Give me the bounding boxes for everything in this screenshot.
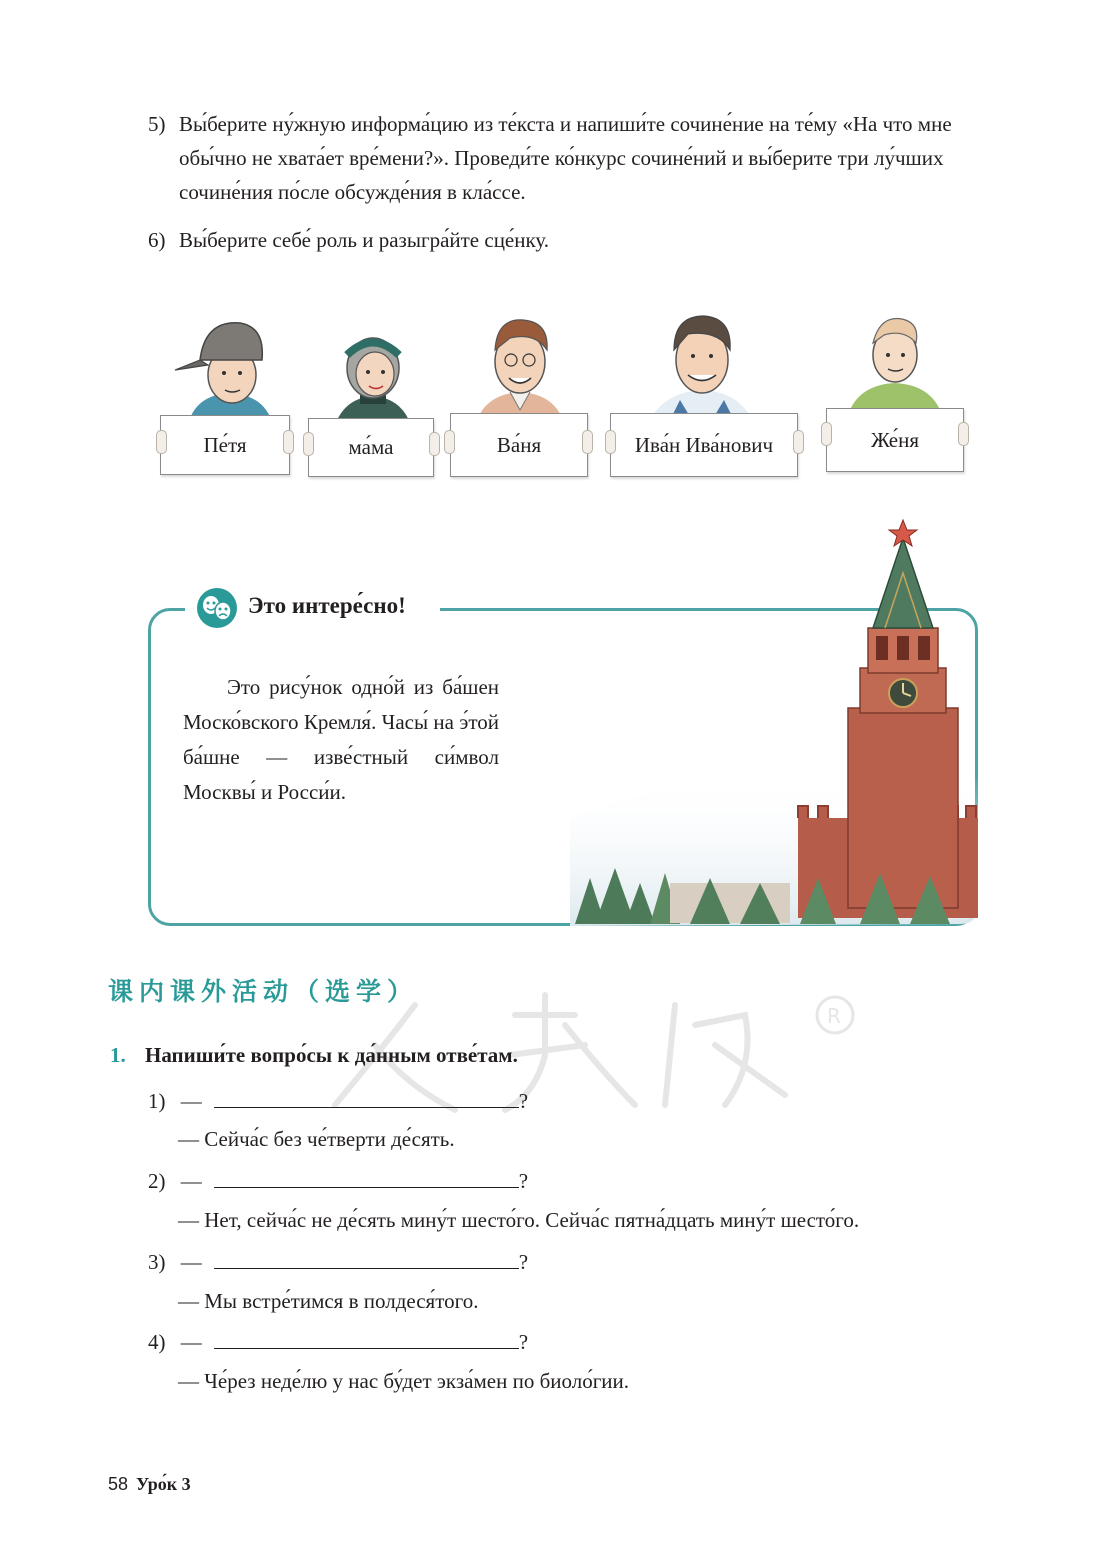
page-footer: [108, 1474, 191, 1495]
hand: [958, 422, 969, 446]
section-title: 课内课外活动（选学）: [108, 977, 419, 1006]
exercise-number: 1.: [110, 1043, 126, 1067]
answer-blank[interactable]: [214, 1250, 519, 1269]
name-sign: [610, 413, 798, 477]
name-sign: [160, 415, 290, 475]
hand: [605, 430, 616, 454]
ivan-ivanovich-figure: [640, 310, 760, 420]
svg-text:R: R: [827, 1004, 841, 1028]
question-mark: ?: [518, 1089, 529, 1113]
answer-text: — Сейча́с без че́тверти де́сять.: [178, 1127, 455, 1151]
hand: [444, 430, 455, 454]
task-6: [148, 223, 978, 259]
character-name: Ива́н Ива́нович: [634, 432, 774, 457]
answer-blank[interactable]: [214, 1169, 519, 1188]
item-number: 3): [148, 1250, 166, 1274]
dash: —: [180, 1330, 202, 1354]
answer-text: — Нет, сейча́с не де́сять мину́т шесто́го. Сейча́с пятна́дцать мину́т шесто́го.: [178, 1208, 860, 1232]
task-number: 5): [148, 112, 166, 136]
question-mark: ?: [518, 1330, 529, 1354]
question-line: [148, 1089, 528, 1114]
hand: [821, 422, 832, 446]
lesson-label: Уро́к 3: [136, 1474, 191, 1494]
exercise-title: Напиши́те вопро́сы к да́нным отве́там.: [145, 1043, 518, 1067]
info-box-text: Это рису́нок одно́й из ба́шен Моско́вского Кремля́. Часы́ на э́той ба́шне — изве́стный си́мвол Москвы́ и Росси́и.: [183, 675, 499, 804]
characters-illustration: [150, 310, 970, 480]
item-number: 2): [148, 1169, 166, 1193]
hand: [429, 432, 440, 456]
petya-figure: [170, 315, 290, 425]
mama-figure: [315, 320, 425, 425]
name-sign: [450, 413, 588, 477]
answer-blank[interactable]: [214, 1330, 519, 1349]
hand: [793, 430, 804, 454]
info-box-body: [183, 670, 499, 810]
mask-icon: [195, 586, 239, 630]
question-line: [148, 1330, 528, 1355]
page-number: 58: [108, 1474, 129, 1494]
character-name: Ва́ня: [496, 432, 542, 457]
dash: —: [180, 1250, 202, 1274]
dash: —: [180, 1169, 202, 1193]
character-name: Пе́тя: [203, 432, 247, 457]
name-sign: [308, 418, 434, 477]
hand: [283, 430, 294, 454]
name-sign: [826, 408, 964, 472]
answer-text: — Мы встре́тимся в полдеся́того.: [178, 1289, 479, 1313]
hand: [156, 430, 167, 454]
vanya-figure: [465, 310, 575, 420]
item-number: 1): [148, 1089, 166, 1113]
question-line: [148, 1169, 528, 1194]
question-mark: ?: [518, 1169, 529, 1193]
hand: [582, 430, 593, 454]
character-name: ма́ма: [348, 435, 394, 459]
kremlin-tower-illustration: [570, 518, 978, 926]
task-text: Вы́берите ну́жную информа́цию из те́кста и напиши́те сочине́ние на те́му «На что мне обы́чно не хвата́ет вре́мени?». Проведи́те ко́нкурс сочине́ний и вы́берите три лу́чших сочине́ния по́сле обсужде́ния в кла́ссе.: [179, 112, 952, 204]
item-number: 4): [148, 1330, 166, 1354]
question-mark: ?: [518, 1250, 529, 1274]
character-name: Же́ня: [871, 427, 919, 452]
hand: [303, 432, 314, 456]
answer-blank[interactable]: [214, 1089, 519, 1108]
question-line: [148, 1250, 528, 1275]
task-number: 6): [148, 228, 166, 252]
exercise-heading: [110, 1043, 518, 1068]
answer-text: — Че́рез неде́лю у нас бу́дет экза́мен по биоло́гии.: [178, 1369, 630, 1393]
task-text: Вы́берите себе́ роль и разыгра́йте сце́нку.: [179, 228, 550, 252]
task-5: [148, 107, 978, 217]
info-box-title: Это интере́сно!: [248, 593, 406, 618]
zhenya-figure: [840, 315, 950, 415]
dash: —: [180, 1089, 202, 1113]
